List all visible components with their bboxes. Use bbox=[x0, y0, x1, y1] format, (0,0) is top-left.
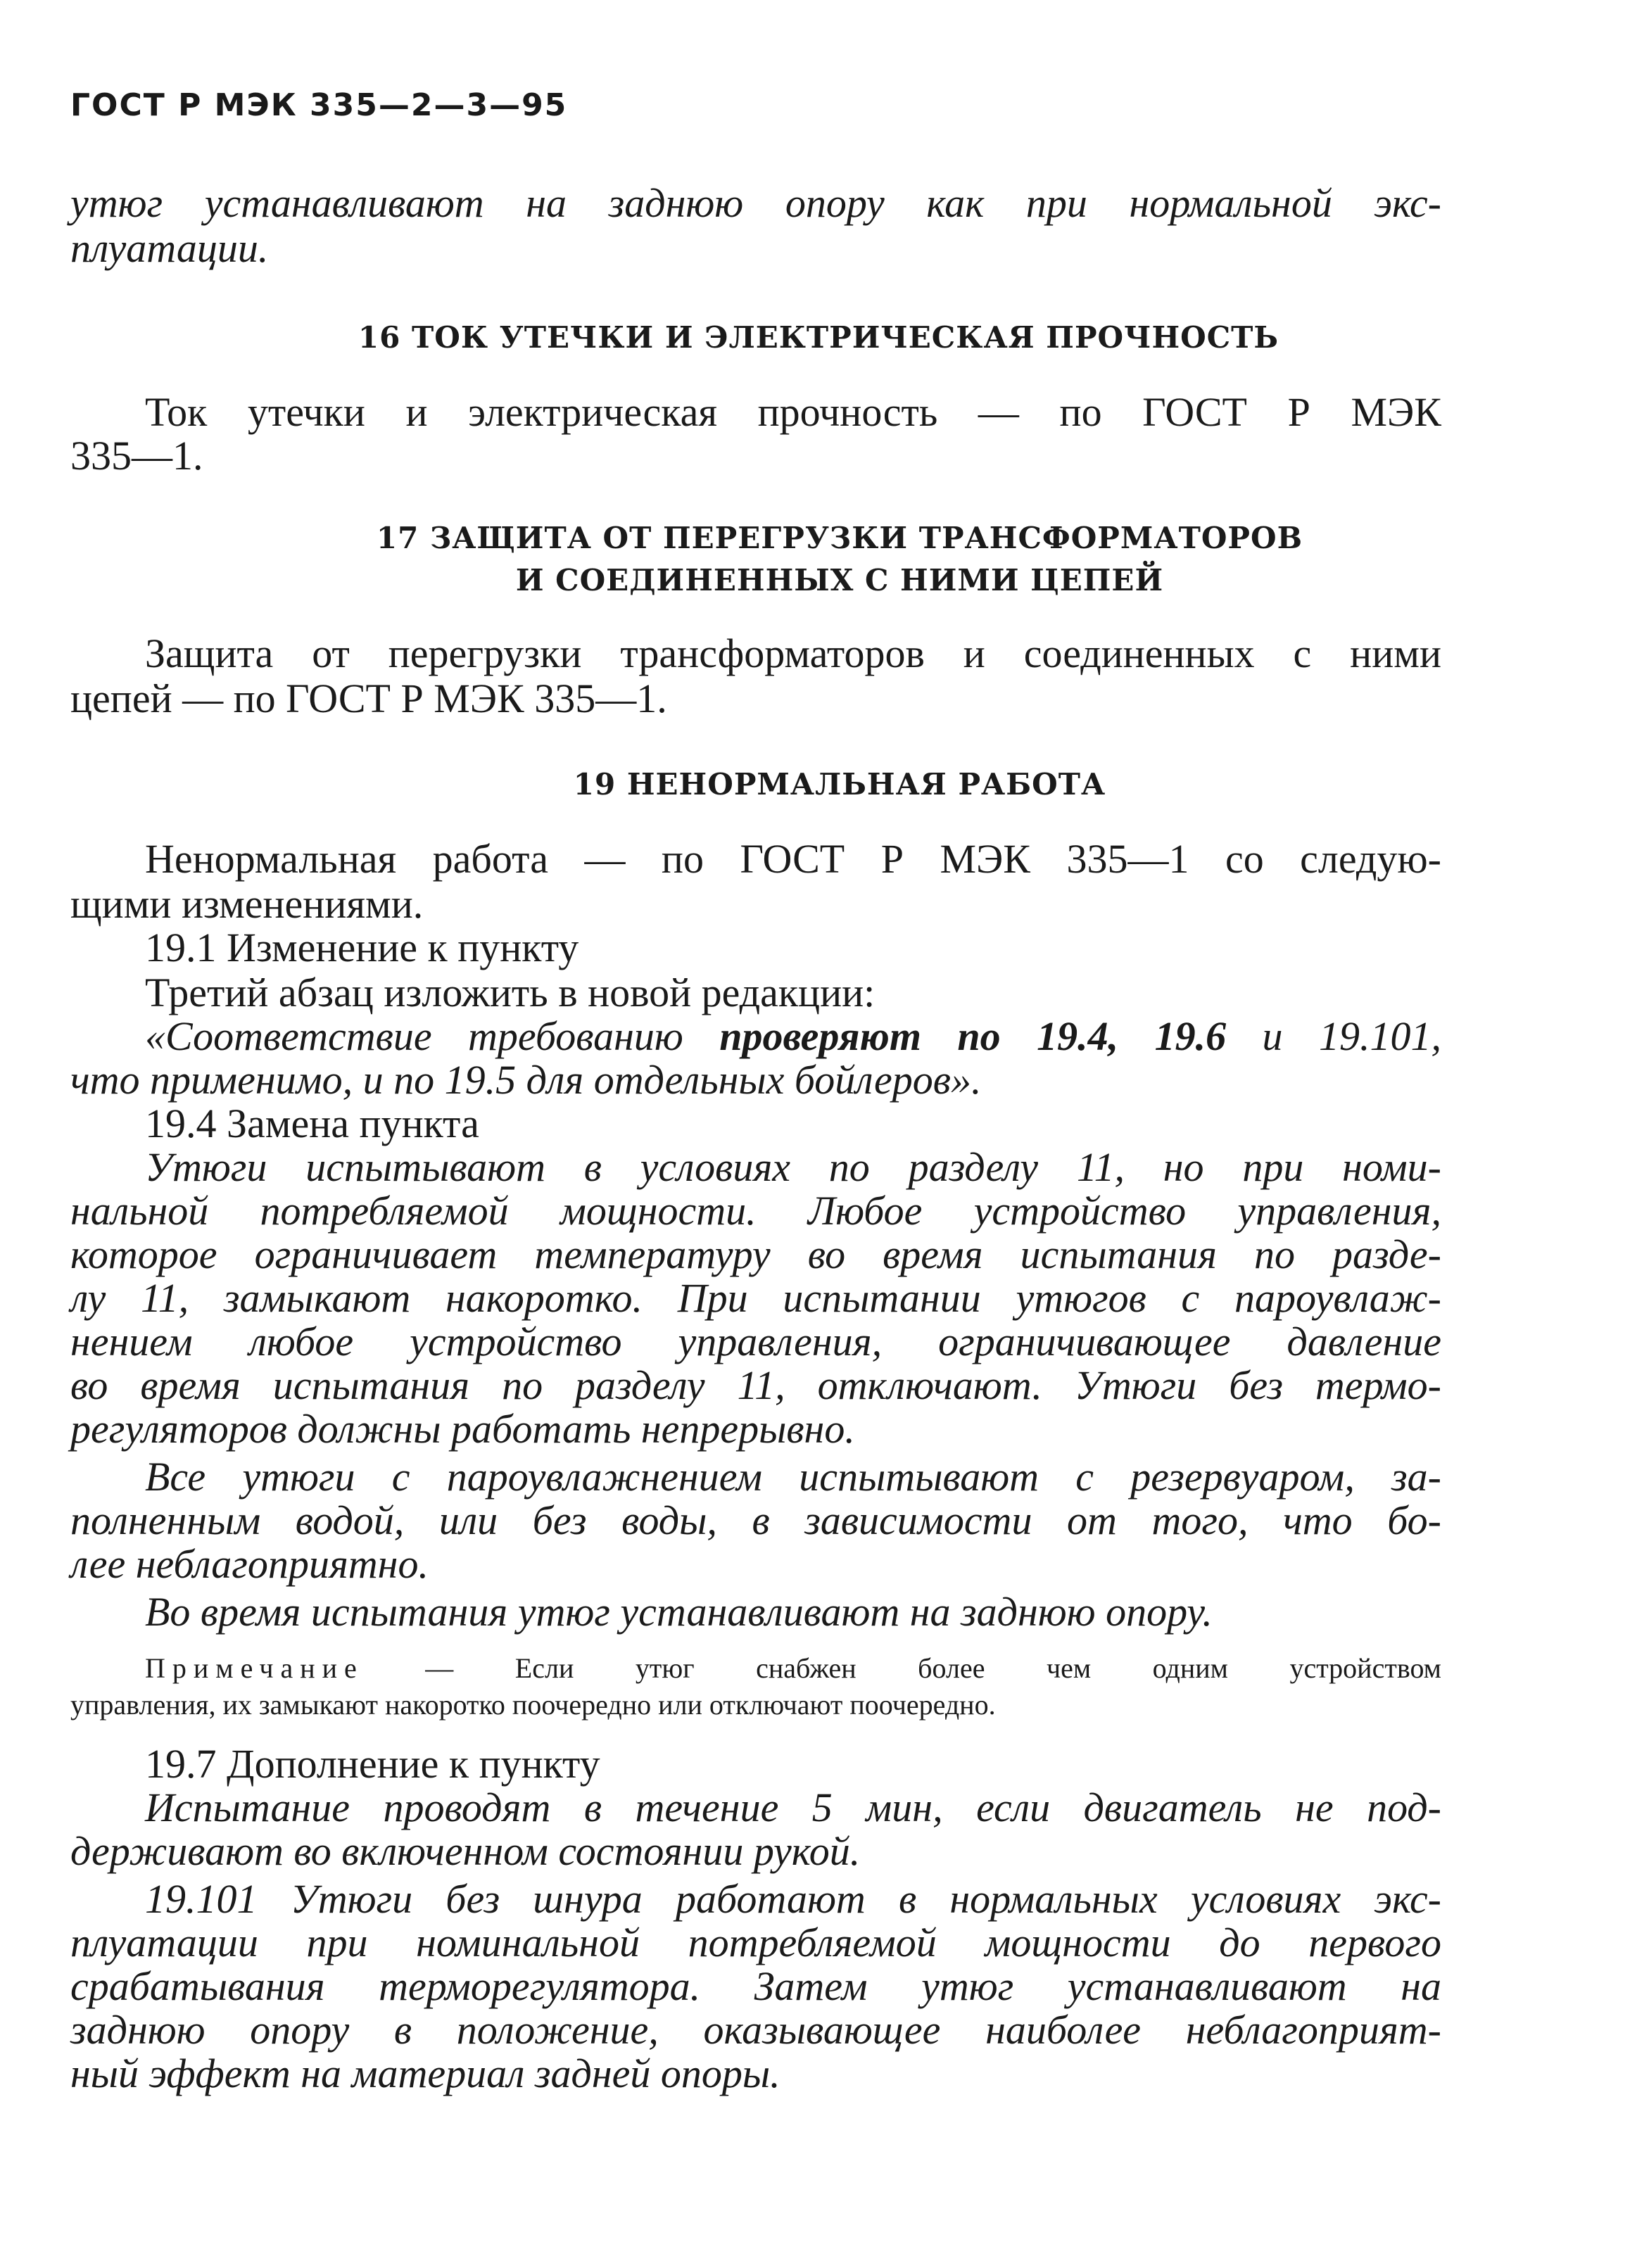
s16-line-2: 335—1. bbox=[70, 433, 203, 479]
section-16-title: 16 ТОК УТЕЧКИ И ЭЛЕКТРИЧЕСКАЯ ПРОЧНОСТЬ bbox=[358, 320, 1279, 355]
clause-19-1-title: 19.1 Изменение к пункту bbox=[145, 925, 579, 970]
quote-part-bold: проверяют по 19.4, 19.6 bbox=[719, 1013, 1227, 1059]
intro-line-1: утюг устанавливают на заднюю опору как при нормальной экс- bbox=[70, 180, 1441, 226]
clause-19-4-line-4: лу 11, замыкают накоротко. При испытании утюгов с пароувлаж- bbox=[70, 1275, 1441, 1321]
clause-19-101-line-3: срабатывания терморегулятора. Затем утюг устанавливают на bbox=[70, 1963, 1441, 2009]
quote-part-a: «Соответствие требованию bbox=[145, 1013, 720, 1059]
clause-19-7-line-2: держивают во включенном состоянии рукой. bbox=[70, 1828, 861, 1874]
clause-19-4-line-7: регуляторов должны работать непрерывно. bbox=[70, 1406, 855, 1452]
clause-19-1-quote-line-2: что применимо, и по 19.5 для отдельных бойлеров». bbox=[70, 1057, 982, 1103]
clause-19-1-quote-line-1 bbox=[145, 1015, 1441, 1058]
clause-19-4-b-line-3: лее неблагоприятно. bbox=[70, 1541, 429, 1587]
clause-19-101-line-4: заднюю опору в положение, оказывающее наиболее неблагоприят- bbox=[70, 2007, 1441, 2053]
clause-19-4-c-line-1: Во время испытания утюг устанавливают на заднюю опору. bbox=[145, 1589, 1213, 1635]
clause-19-101-line-1: 19.101 Утюги без шнура работают в нормальных условиях экс- bbox=[145, 1876, 1441, 1922]
clause-19-4-title: 19.4 Замена пункта bbox=[145, 1101, 479, 1146]
note-line-2: управления, их замыкают накоротко поочередно или отключают поочередно. bbox=[70, 1689, 996, 1721]
note-label: Примечание bbox=[145, 1652, 364, 1684]
clause-19-4-line-3: которое ограничивает температуру во время испытания по разде- bbox=[70, 1231, 1441, 1277]
clause-19-4-line-5: нением любое устройство управления, ограничивающее давление bbox=[70, 1319, 1441, 1364]
clause-19-101-line-5: ный эффект на материал задней опоры. bbox=[70, 2051, 780, 2096]
clause-19-4-b-line-2: полненным водой, или без воды, в зависимости от того, что бо- bbox=[70, 1497, 1441, 1543]
s19-line-1: Ненормальная работа — по ГОСТ Р МЭК 335—1 со следую- bbox=[145, 836, 1441, 882]
note-text-1: — Если утюг снабжен более чем одним устройством bbox=[363, 1652, 1441, 1684]
clause-19-1-text: Третий абзац изложить в новой редакции: bbox=[145, 970, 876, 1015]
s16-line-1: Ток утечки и электрическая прочность — по ГОСТ Р МЭК bbox=[145, 389, 1441, 435]
clause-19-4-line-6: во время испытания по разделу 11, отключают. Утюги без термо- bbox=[70, 1362, 1441, 1408]
section-17-title-1: 17 ЗАЩИТА ОТ ПЕРЕГРУЗКИ ТРАНСФОРМАТОРОВ bbox=[376, 521, 1303, 555]
clause-19-4-b-line-1: Все утюги с пароувлажнением испытывают с резервуаром, за- bbox=[145, 1454, 1441, 1500]
intro-line-2: плуатации. bbox=[70, 225, 269, 271]
clause-19-7-title: 19.7 Дополнение к пункту bbox=[145, 1741, 600, 1787]
s19-line-2: щими изменениями. bbox=[70, 881, 424, 927]
section-17-title-2: И СОЕДИНЕННЫХ С НИМИ ЦЕПЕЙ bbox=[515, 563, 1164, 597]
clause-19-4-line-2: нальной потребляемой мощности. Любое устройство управления, bbox=[70, 1188, 1441, 1234]
s17-line-2: цепей — по ГОСТ Р МЭК 335—1. bbox=[70, 676, 667, 721]
section-19-title: 19 НЕНОРМАЛЬНАЯ РАБОТА bbox=[573, 767, 1106, 802]
s17-line-1: Защита от перегрузки трансформаторов и соединенных с ними bbox=[145, 631, 1441, 676]
document-header: ГОСТ Р МЭК 335—2—3—95 bbox=[70, 87, 568, 123]
clause-19-101-line-2: плуатации при номинальной потребляемой мощности до первого bbox=[70, 1920, 1441, 1965]
clause-19-4-line-1: Утюги испытывают в условиях по разделу 11, но при номи- bbox=[145, 1144, 1441, 1190]
clause-19-7-line-1: Испытание проводят в течение 5 мин, если двигатель не под- bbox=[145, 1785, 1441, 1830]
quote-part-c: и 19.101, bbox=[1226, 1013, 1442, 1059]
note-line-1 bbox=[145, 1652, 1441, 1685]
